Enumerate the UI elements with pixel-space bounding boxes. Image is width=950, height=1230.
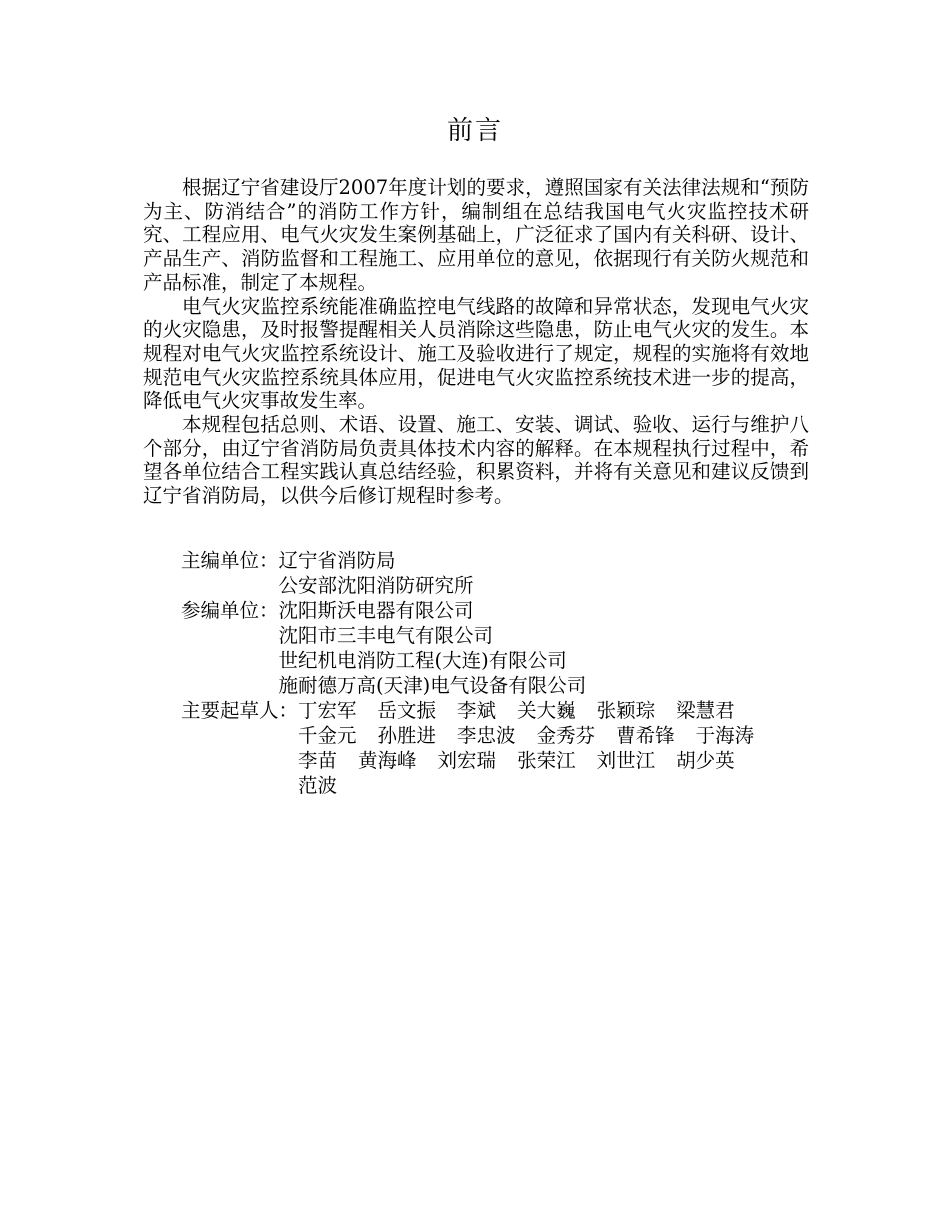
drafter-name: 金秀芬 (536, 724, 596, 747)
drafter-name: 黄海峰 (358, 749, 417, 772)
paragraph-3: 本规程包括总则、术语、设置、施工、安装、调试、验收、运行与维护八个部分，由辽宁省消防局负责具体技术内容的解释。在本规程执行过程中，希望各单位结合工程实践认真总结经验，积累资料，并将有关意见和建议反馈到辽宁省消防局，以供今后修订规程时参考。 (143, 413, 809, 508)
drafter-name: 刘世江 (596, 749, 656, 772)
chief-unit: 辽宁省消防局 (278, 549, 396, 572)
drafter-name: 孙胜进 (377, 724, 437, 747)
chief-unit: 公安部沈阳消防研究所 (278, 574, 474, 597)
drafters-list (298, 698, 796, 798)
drafter-name: 李忠波 (457, 724, 516, 747)
drafter-name: 张荣江 (517, 749, 576, 772)
chief-units-label: 主编单位： (181, 549, 279, 572)
drafters-label: 主要起草人： (181, 699, 299, 722)
drafter-name: 李斌 (457, 699, 497, 722)
participating-unit: 施耐德万高(天津)电气设备有限公司 (278, 674, 587, 697)
units-section (181, 548, 821, 798)
participating-units-row (181, 598, 821, 698)
drafter-name: 千金元 (298, 724, 357, 747)
participating-unit: 沈阳市三丰电气有限公司 (278, 624, 494, 647)
drafter-name: 曹希锋 (616, 724, 675, 747)
preface-body (143, 176, 809, 508)
chief-units-row (181, 548, 821, 598)
participating-unit: 世纪机电消防工程(大连)有限公司 (278, 649, 567, 672)
drafters-row (181, 698, 821, 798)
drafter-name: 刘宏瑞 (437, 749, 497, 772)
drafter-name: 李苗 (298, 749, 338, 772)
chief-units-list (279, 548, 474, 598)
page-title: 前言 (446, 116, 503, 146)
participating-unit: 沈阳斯沃电器有限公司 (278, 599, 474, 622)
drafter-name: 梁慧君 (676, 699, 735, 722)
drafter-name: 岳文振 (377, 699, 437, 722)
participating-units-list (279, 598, 587, 698)
participating-units-label: 参编单位： (181, 599, 279, 622)
drafter-name: 丁宏军 (298, 699, 357, 722)
paragraph-1: 根据辽宁省建设厅2007年度计划的要求，遵照国家有关法律法规和“预防为主、防消结合”的消防工作方针，编制组在总结我国电气火灾监控技术研究、工程应用、电气火灾发生案例基础上，广泛征求了国内有关科研、设计、产品生产、消防监督和工程施工、应用单位的意见，依据现行有关防火规范和产品标准，制定了本规程。 (143, 176, 809, 294)
paragraph-2: 电气火灾监控系统能准确监控电气线路的故障和异常状态，发现电气火灾的火灾隐患，及时报警提醒相关人员消除这些隐患，防止电气火灾的发生。本规程对电气火灾监控系统设计、施工及验收进行了规定，规程的实施将有效地规范电气火灾监控系统具体应用，促进电气火灾监控系统技术进一步的提高，降低电气火灾事故发生率。 (143, 294, 809, 413)
drafter-name: 张颖琮 (596, 699, 656, 722)
drafter-name: 胡少英 (676, 749, 735, 772)
drafter-name: 范波 (298, 774, 338, 797)
drafter-name: 关大巍 (517, 699, 576, 722)
drafter-name: 于海涛 (695, 724, 755, 747)
